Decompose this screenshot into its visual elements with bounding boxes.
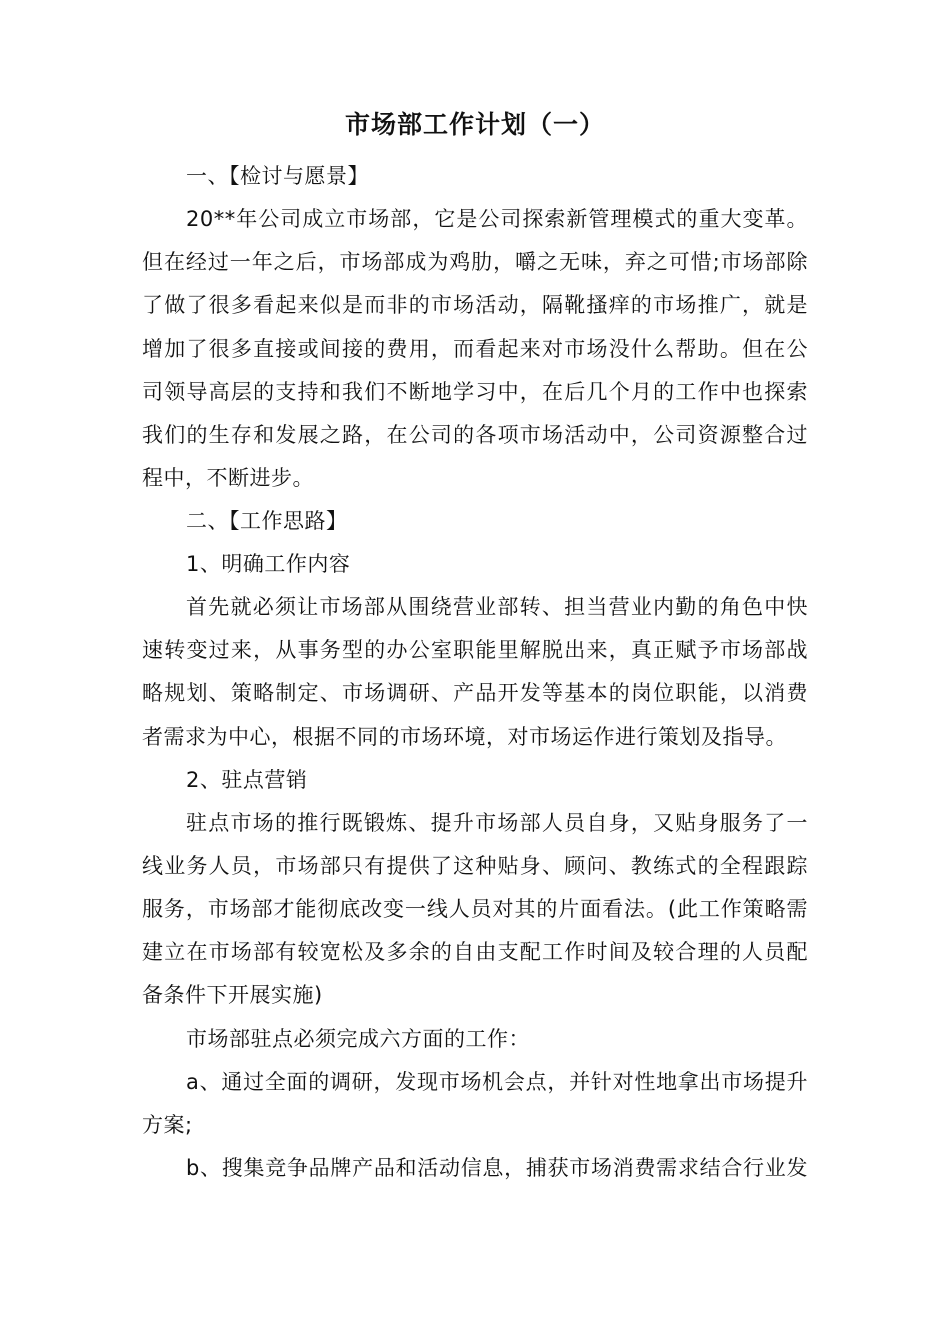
paragraph-line: 增加了很多直接或间接的费用，而看起来对市场没什么帮助。但在公 [142,337,808,361]
paragraph-line: 备条件下开展实施) [142,983,323,1007]
paragraph-line: 速转变过来，从事务型的办公室职能里解脱出来，真正赋予市场部战 [142,638,808,662]
paragraph-line: 司领导高层的支持和我们不断地学习中，在后几个月的工作中也探索 [142,380,808,404]
paragraph-line: 线业务人员，市场部只有提供了这种贴身、顾问、教练式的全程跟踪 [142,854,808,878]
list-item-line: b、搜集竞争品牌产品和活动信息，捕获市场消费需求结合行业发 [186,1156,808,1180]
paragraph-line: 建立在市场部有较宽松及多余的自由支配工作时间及较合理的人员配 [142,940,808,964]
paragraph-line: 驻点市场的推行既锻炼、提升市场部人员自身，又贴身服务了一 [186,811,808,835]
paragraph-line: 服务，市场部才能彻底改变一线人员对其的片面看法。(此工作策略需 [142,897,808,921]
subsection-heading: 1、明确工作内容 [186,552,351,576]
section-heading-review: 一、【检讨与愿景】 [186,164,369,188]
document-title: 市场部工作计划（一） [344,110,605,139]
paragraph-line: 20**年公司成立市场部，它是公司探索新管理模式的重大变革。 [186,207,808,231]
paragraph-line: 略规划、策略制定、市场调研、产品开发等基本的岗位职能，以消费 [142,681,808,705]
paragraph-line: 首先就必须让市场部从围绕营业部转、担当营业内勤的角色中快 [186,595,808,619]
paragraph-line: 市场部驻点必须完成六方面的工作： [186,1027,530,1051]
section-heading-approach: 二、【工作思路】 [186,509,348,533]
list-item-line: a、通过全面的调研，发现市场机会点，并针对性地拿出市场提升 [186,1070,808,1094]
paragraph-line: 了做了很多看起来似是而非的市场活动，隔靴搔痒的市场推广，就是 [142,293,808,317]
paragraph-line: 我们的生存和发展之路，在公司的各项市场活动中，公司资源整合过 [142,423,808,447]
paragraph-line: 程中，不断进步。 [142,466,314,490]
list-item-line: 方案; [142,1113,193,1137]
paragraph-line: 者需求为中心，根据不同的市场环境，对市场运作进行策划及指导。 [142,725,787,749]
subsection-heading: 2、驻点营销 [186,768,308,792]
paragraph-line: 但在经过一年之后，市场部成为鸡肋，嚼之无味，弃之可惜;市场部除 [142,250,808,274]
